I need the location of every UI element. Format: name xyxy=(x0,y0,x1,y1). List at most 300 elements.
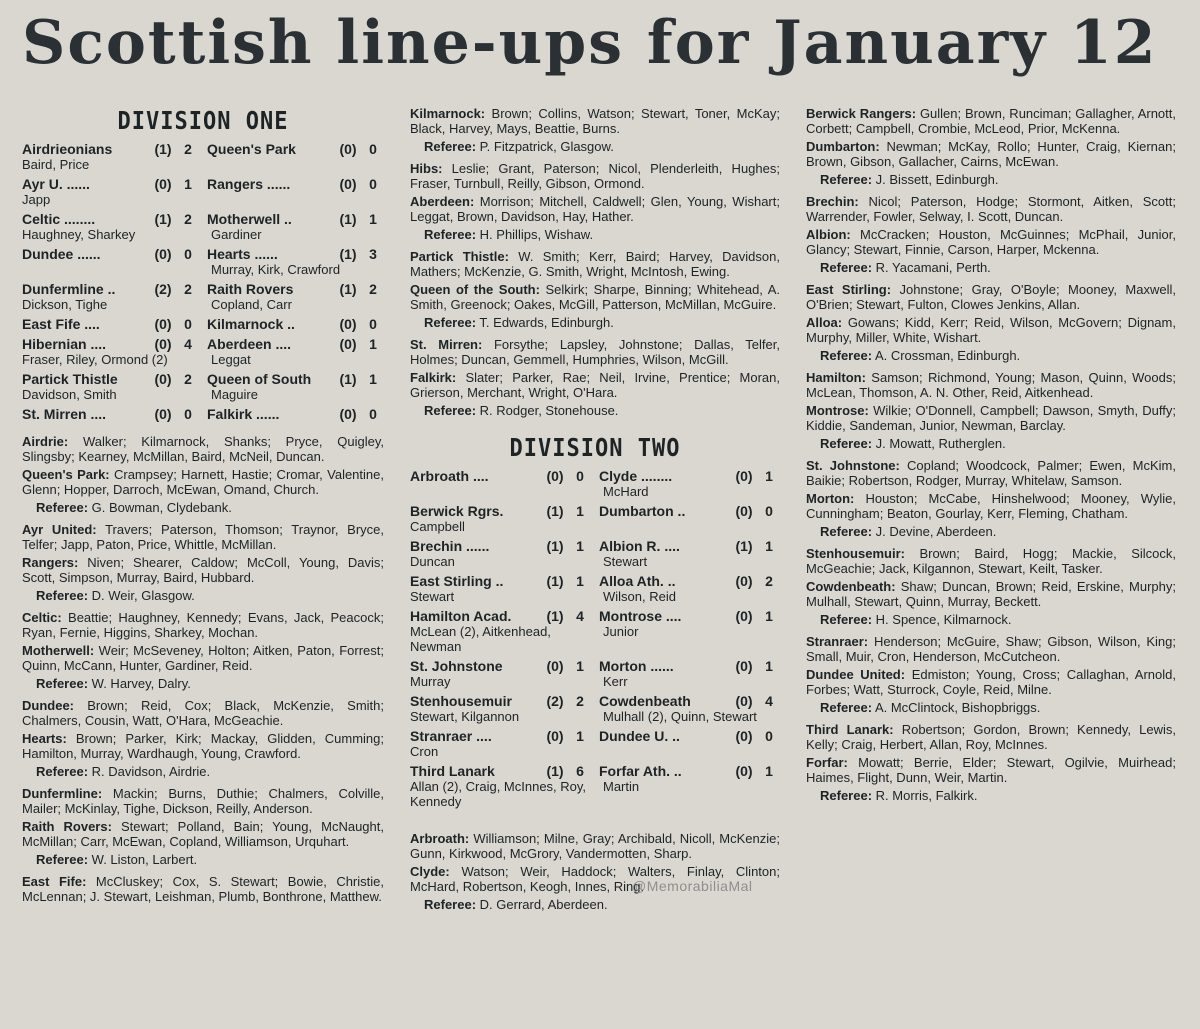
referee-line xyxy=(22,852,384,867)
score-line xyxy=(410,608,780,624)
away-half-time: (0) xyxy=(735,693,753,709)
team-lineup xyxy=(22,434,384,464)
away-scorers: Stewart xyxy=(603,554,648,569)
column-right xyxy=(806,106,1176,810)
scorers xyxy=(410,779,780,809)
home-half-time: (2) xyxy=(154,281,172,297)
home-scorers: Dickson, Tighe xyxy=(22,297,108,312)
player-list: Gowans; Kidd, Kerr; Reid, Wilson, McGovern; Dignam, Murphy, Miller, White, Wishart. xyxy=(806,315,1176,345)
team-name: Third Lanark: xyxy=(806,722,894,737)
away-team: Alloa Ath. .. xyxy=(599,573,676,589)
team-name: Albion: xyxy=(806,227,851,242)
team-lineup xyxy=(806,194,1176,224)
referee-name: D. Weir, Glasgow. xyxy=(91,588,195,603)
match-result xyxy=(22,246,384,277)
team-name: Hibs: xyxy=(410,161,443,176)
division-one-lineups-middle xyxy=(410,106,780,418)
home-full-time: 2 xyxy=(184,141,192,157)
home-team: Celtic ........ xyxy=(22,211,96,227)
referee-line xyxy=(22,500,384,515)
player-list: Morrison; Mitchell, Caldwell; Glen, Young, Wishart; Leggat, Brown, Davidson, Hay, Hather. xyxy=(410,194,780,224)
home-half-time: (1) xyxy=(546,763,564,779)
away-full-time: 1 xyxy=(765,608,773,624)
referee-line xyxy=(806,348,1176,363)
referee-line xyxy=(806,788,1176,803)
away-team: Rangers ...... xyxy=(207,176,291,192)
home-scorers: Stewart, Kilgannon xyxy=(410,709,520,724)
away-full-time: 1 xyxy=(369,211,377,227)
away-side xyxy=(591,468,780,484)
team-name: Cowdenbeath: xyxy=(806,579,896,594)
team-lineup xyxy=(410,831,780,861)
referee-name: R. Morris, Falkirk. xyxy=(875,788,978,803)
home-full-time: 1 xyxy=(576,503,584,519)
away-team: Clyde ........ xyxy=(599,468,673,484)
team-lineup xyxy=(22,555,384,585)
referee-label: Referee: xyxy=(820,788,873,803)
column-left xyxy=(22,107,384,907)
division-two-lineups-right xyxy=(806,106,1176,803)
team-name: Forfar: xyxy=(806,755,848,770)
referee-label: Referee: xyxy=(36,500,89,515)
home-side xyxy=(410,538,591,554)
away-half-time: (0) xyxy=(339,316,357,332)
score-line xyxy=(410,728,780,744)
away-full-time: 0 xyxy=(765,728,773,744)
referee-name: G. Bowman, Clydebank. xyxy=(91,500,232,515)
score-line xyxy=(22,316,384,332)
home-full-time: 1 xyxy=(576,573,584,589)
score-line xyxy=(410,763,780,779)
home-side xyxy=(22,176,199,192)
away-team: Forfar Ath. .. xyxy=(599,763,682,779)
match-result xyxy=(22,371,384,402)
team-lineup xyxy=(22,731,384,761)
away-scorers xyxy=(595,744,780,759)
player-list: McCluskey; Cox, S. Stewart; Bowie, Christie, McLennan; J. Stewart, Leishman, Plumb, Bonthrone, Matthew. xyxy=(22,874,384,904)
match-result xyxy=(22,141,384,172)
player-list: Niven; Shearer, Caldow; McColl, Young, Davis; Scott, Simpson, Murray, Baird, Hubbard. xyxy=(22,555,384,585)
home-side xyxy=(410,503,591,519)
away-side xyxy=(199,141,384,157)
away-team: Dumbarton .. xyxy=(599,503,686,519)
team-lineup xyxy=(806,315,1176,345)
division-one-lineups-left xyxy=(22,434,384,904)
player-list: Samson; Richmond, Young; Mason, Quinn, Woods; McLean, Thomson, A. N. Other, Reid, Aitkenhead. xyxy=(806,370,1176,400)
away-scorers xyxy=(595,519,780,534)
referee-name: P. Fitzpatrick, Glasgow. xyxy=(479,139,614,154)
team-name: Morton: xyxy=(806,491,855,506)
home-scorers: Campbell xyxy=(410,519,465,534)
referee-label: Referee: xyxy=(820,612,873,627)
score-line xyxy=(22,246,384,262)
scorers xyxy=(410,674,780,689)
away-scorers: Wilson, Reid xyxy=(603,589,676,604)
team-name: East Stirling: xyxy=(806,282,892,297)
home-team: St. Johnstone xyxy=(410,658,503,674)
team-name: Celtic: xyxy=(22,610,62,625)
player-list: Wilkie; O'Donnell, Campbell; Dawson, Smyth, Duffy; Kiddie, Sandeman, Junior, Newman, Barclay. xyxy=(806,403,1176,433)
home-half-time: (1) xyxy=(546,608,564,624)
away-side xyxy=(199,176,384,192)
team-lineup xyxy=(806,579,1176,609)
away-side xyxy=(591,608,780,624)
division-two-heading: DIVISION TWO xyxy=(509,434,681,463)
referee-line xyxy=(806,436,1176,451)
match-result xyxy=(22,176,384,207)
team-name: Brechin: xyxy=(806,194,859,209)
home-scorers: Cron xyxy=(410,744,439,759)
team-lineup xyxy=(806,139,1176,169)
scorers xyxy=(410,589,780,604)
home-team: St. Mirren .... xyxy=(22,406,107,422)
home-scorers: Fraser, Riley, Ormond (2) xyxy=(22,352,168,367)
referee-label: Referee: xyxy=(424,227,477,242)
player-list: Travers; Paterson, Thomson; Traynor, Bryce, Telfer; Japp, Paton, Price, Whittle, McMillan. xyxy=(22,522,384,552)
match-result xyxy=(22,211,384,242)
team-name: Dundee United: xyxy=(806,667,906,682)
team-name: Dumbarton: xyxy=(806,139,880,154)
team-name: St. Johnstone: xyxy=(806,458,900,473)
away-scorers: Maguire xyxy=(211,387,258,402)
player-list: Johnstone; Gray, O'Boyle; Mooney, Maxwell, O'Brien; Stewart, Fulton, Clowes Jenkins, Allan. xyxy=(806,282,1176,312)
scorers xyxy=(22,192,384,207)
player-list: Houston; McCabe, Hinshelwood; Mooney, Wylie, Cunningham; Beaton, Gourlay, Kerr, Fleming, Chatham. xyxy=(806,491,1176,521)
team-name: Stenhousemuir: xyxy=(806,546,905,561)
referee-label: Referee: xyxy=(36,852,89,867)
team-lineup xyxy=(806,667,1176,697)
away-side xyxy=(199,371,384,387)
team-name: Raith Rovers: xyxy=(22,819,112,834)
away-scorers xyxy=(203,192,384,207)
away-team: Cowdenbeath xyxy=(599,693,691,709)
player-list: Leslie; Grant, Paterson; Nicol, Plenderleith, Hughes; Fraser, Turnbull, Reilly, Gibson, Ormond. xyxy=(410,161,780,191)
referee-label: Referee: xyxy=(820,260,873,275)
player-list: Newman; McKay, Rollo; Hunter, Craig, Kiernan; Brown, Gibson, Gallacher, Cairns, McEwan. xyxy=(806,139,1176,169)
home-scorers: Murray xyxy=(410,674,451,689)
player-list: Walker; Kilmarnock, Shanks; Pryce, Quigley, Slingsby; Kearney, McMillan, Baird, McNeil, Duncan. xyxy=(22,434,384,464)
score-line xyxy=(22,371,384,387)
away-team: Motherwell .. xyxy=(207,211,292,227)
home-half-time: (0) xyxy=(154,406,172,422)
score-line xyxy=(22,281,384,297)
division-two-lineups-middle xyxy=(410,831,780,912)
home-half-time: (0) xyxy=(546,728,564,744)
match-result xyxy=(22,281,384,312)
home-side xyxy=(22,406,199,422)
referee-label: Referee: xyxy=(424,139,477,154)
team-lineup xyxy=(22,522,384,552)
player-list: Shaw; Duncan, Brown; Reid, Erskine, Murphy; Mulhall, Stewart, Quinn, Murray, Beckett. xyxy=(806,579,1176,609)
team-name: Queen of the South: xyxy=(410,282,540,297)
away-full-time: 1 xyxy=(765,538,773,554)
team-lineup xyxy=(410,370,780,400)
home-side xyxy=(410,763,591,779)
division-two-results xyxy=(410,468,780,809)
home-full-time: 4 xyxy=(184,336,192,352)
away-team: Raith Rovers xyxy=(207,281,294,297)
score-line xyxy=(22,176,384,192)
score-line xyxy=(410,538,780,554)
home-scorers: Haughney, Sharkey xyxy=(22,227,136,242)
away-team: Albion R. .... xyxy=(599,538,680,554)
match-result xyxy=(410,693,780,724)
referee-line xyxy=(806,260,1176,275)
player-list: Gullen; Brown, Runciman; Gallagher, Arnott, Corbett; Campbell, Crombie, McLeod, Prior, McKenna. xyxy=(806,106,1176,136)
away-half-time: (0) xyxy=(339,336,357,352)
away-side xyxy=(591,503,780,519)
team-lineup xyxy=(22,874,384,904)
team-name: Aberdeen: xyxy=(410,194,475,209)
team-name: Falkirk: xyxy=(410,370,457,385)
away-team: Kilmarnock .. xyxy=(207,316,295,332)
home-team: East Stirling .. xyxy=(410,573,504,589)
away-full-time: 0 xyxy=(369,141,377,157)
match-result xyxy=(410,763,780,809)
referee-label: Referee: xyxy=(36,588,89,603)
home-team: Stenhousemuir xyxy=(410,693,512,709)
referee-line xyxy=(22,764,384,779)
referee-label: Referee: xyxy=(36,764,89,779)
referee-name: W. Liston, Larbert. xyxy=(91,852,198,867)
away-side xyxy=(591,693,780,709)
team-lineup xyxy=(806,370,1176,400)
home-scorers: McLean (2), Aitkenhead, Newman xyxy=(410,624,551,654)
referee-line xyxy=(410,897,780,912)
away-full-time: 0 xyxy=(765,503,773,519)
watermark: @MemorabiliaMal xyxy=(632,878,753,894)
score-line xyxy=(410,693,780,709)
home-full-time: 6 xyxy=(576,763,584,779)
home-team: East Fife .... xyxy=(22,316,100,332)
player-list: Mowatt; Berrie, Elder; Stewart, Ogilvie, Muirhead; Haimes, Flight, Dunn, Weir, Martin. xyxy=(806,755,1176,785)
team-lineup xyxy=(806,634,1176,664)
referee-label: Referee: xyxy=(820,524,873,539)
home-team: Brechin ...... xyxy=(410,538,490,554)
referee-label: Referee: xyxy=(36,676,89,691)
home-half-time: (0) xyxy=(154,176,172,192)
referee-name: A. McClintock, Bishopbriggs. xyxy=(874,700,1041,715)
away-full-time: 1 xyxy=(765,658,773,674)
away-half-time: (1) xyxy=(339,211,357,227)
team-lineup xyxy=(410,282,780,312)
away-half-time: (0) xyxy=(735,573,753,589)
home-side xyxy=(410,608,591,624)
home-half-time: (0) xyxy=(546,658,564,674)
home-team: Stranraer .... xyxy=(410,728,492,744)
team-lineup xyxy=(22,643,384,673)
team-name: Queen's Park: xyxy=(22,467,110,482)
away-half-time: (0) xyxy=(735,763,753,779)
scorers xyxy=(410,519,780,534)
away-side xyxy=(591,728,780,744)
away-team: Queen's Park xyxy=(207,141,296,157)
referee-name: W. Harvey, Dalry. xyxy=(91,676,191,691)
team-lineup xyxy=(22,819,384,849)
referee-name: J. Devine, Aberdeen. xyxy=(875,524,997,539)
home-half-time: (0) xyxy=(546,468,564,484)
team-lineup xyxy=(410,194,780,224)
referee-label: Referee: xyxy=(424,403,477,418)
match-result xyxy=(22,336,384,367)
match-result xyxy=(410,658,780,689)
team-name: Ayr United: xyxy=(22,522,97,537)
team-lineup xyxy=(806,755,1176,785)
away-side xyxy=(199,406,384,422)
away-full-time: 4 xyxy=(765,693,773,709)
team-lineup xyxy=(806,227,1176,257)
player-list: W. Smith; Kerr, Baird; Harvey, Davidson, Mathers; McKenzie, G. Smith, Wright, McIntosh, Ewing. xyxy=(410,249,780,279)
home-side xyxy=(410,658,591,674)
home-full-time: 0 xyxy=(184,406,192,422)
match-result xyxy=(410,468,780,499)
home-scorers: Allan (2), Craig, McInnes, Roy, Kennedy xyxy=(410,779,587,809)
away-scorers: McHard xyxy=(603,484,649,499)
referee-line xyxy=(410,227,780,242)
player-list: Brown; Collins, Watson; Stewart, Toner, McKay; Black, Harvey, Mays, Beattie, Burns. xyxy=(410,106,780,136)
team-lineup xyxy=(410,161,780,191)
team-name: Alloa: xyxy=(806,315,843,330)
team-lineup xyxy=(806,458,1176,488)
home-team: Dundee ...... xyxy=(22,246,101,262)
away-team: Aberdeen .... xyxy=(207,336,292,352)
away-half-time: (1) xyxy=(339,281,357,297)
column-middle xyxy=(410,106,780,919)
home-team: Arbroath .... xyxy=(410,468,489,484)
home-full-time: 1 xyxy=(576,728,584,744)
scorers xyxy=(22,262,384,277)
home-side xyxy=(410,693,591,709)
away-side xyxy=(591,538,780,554)
score-line xyxy=(22,406,384,422)
team-name: Clyde: xyxy=(410,864,450,879)
score-line xyxy=(22,211,384,227)
team-name: Stranraer: xyxy=(806,634,869,649)
referee-label: Referee: xyxy=(820,700,873,715)
scorers xyxy=(410,709,780,724)
away-scorers: Copland, Carr xyxy=(211,297,292,312)
scorers xyxy=(22,352,384,367)
player-list: Nicol; Paterson, Hodge; Stormont, Aitken, Scott; Warrender, Fowler, Selway, I. Scott, Duncan. xyxy=(806,194,1176,224)
team-name: Airdrie: xyxy=(22,434,69,449)
home-team: Dunfermline .. xyxy=(22,281,116,297)
team-name: Rangers: xyxy=(22,555,79,570)
home-full-time: 2 xyxy=(184,211,192,227)
home-scorers xyxy=(410,484,595,499)
away-team: Queen of South xyxy=(207,371,312,387)
player-list: Williamson; Milne, Gray; Archibald, Nicoll, McKenzie; Gunn, Kirkwood, McGrory, Vandermotten, Sharp. xyxy=(410,831,780,861)
scorers xyxy=(22,157,384,172)
player-list: Stewart; Polland, Bain; Young, McNaught, McMillan; Carr, McEwan, Copland, Williamson, Urquhart. xyxy=(22,819,384,849)
home-half-time: (1) xyxy=(154,211,172,227)
player-list: Watson; Weir, Haddock; Walters, Finlay, Clinton; McHard, Robertson, Keogh, Innes, Ring. xyxy=(410,864,780,894)
referee-label: Referee: xyxy=(820,436,873,451)
home-full-time: 1 xyxy=(576,538,584,554)
home-team: Berwick Rgrs. xyxy=(410,503,504,519)
away-half-time: (0) xyxy=(735,468,753,484)
away-scorers: Gardiner xyxy=(211,227,262,242)
scorers xyxy=(22,227,384,242)
away-side xyxy=(199,316,384,332)
away-side xyxy=(591,763,780,779)
division-one-heading: DIVISION ONE xyxy=(117,107,289,136)
team-name: Arbroath: xyxy=(410,831,470,846)
away-full-time: 0 xyxy=(369,316,377,332)
away-full-time: 1 xyxy=(765,468,773,484)
match-result xyxy=(22,316,384,332)
referee-label: Referee: xyxy=(820,172,873,187)
player-list: Robertson; Gordon, Brown; Kennedy, Lewis, Kelly; Craig, Herbert, Allan, Roy, McInnes. xyxy=(806,722,1176,752)
home-half-time: (1) xyxy=(546,503,564,519)
away-side xyxy=(591,658,780,674)
referee-label: Referee: xyxy=(424,315,477,330)
home-scorers: Baird, Price xyxy=(22,157,90,172)
referee-line xyxy=(410,315,780,330)
player-list: Beattie; Haughney, Kennedy; Evans, Jack, Peacock; Ryan, Fernie, Higgins, Sharkey, Mochan. xyxy=(22,610,384,640)
home-half-time: (0) xyxy=(154,246,172,262)
referee-label: Referee: xyxy=(820,348,873,363)
player-list: Copland; Woodcock, Palmer; Ewen, McKim, Baikie; Robertson, Rodger, Murray, Whitelaw, Samson. xyxy=(806,458,1176,488)
team-name: Motherwell: xyxy=(22,643,95,658)
away-full-time: 1 xyxy=(765,763,773,779)
home-side xyxy=(22,336,199,352)
referee-name: A. Crossman, Edinburgh. xyxy=(874,348,1021,363)
home-full-time: 0 xyxy=(184,316,192,332)
home-team: Airdrieonians xyxy=(22,141,113,157)
home-half-time: (1) xyxy=(546,538,564,554)
team-lineup xyxy=(806,491,1176,521)
referee-name: R. Davidson, Airdrie. xyxy=(91,764,211,779)
home-team: Partick Thistle xyxy=(22,371,118,387)
away-scorers: Murray, Kirk, Crawford xyxy=(211,262,341,277)
referee-line xyxy=(410,403,780,418)
away-scorers xyxy=(203,157,384,172)
home-scorers xyxy=(22,262,203,277)
player-list: Brown; Baird, Hogg; Mackie, Silcock, McGeachie; Jack, Kilgannon, Stewart, Keilt, Tasker. xyxy=(806,546,1176,576)
team-lineup xyxy=(806,546,1176,576)
away-half-time: (1) xyxy=(339,371,357,387)
away-half-time: (0) xyxy=(735,658,753,674)
referee-name: D. Gerrard, Aberdeen. xyxy=(479,897,608,912)
home-team: Hibernian .... xyxy=(22,336,107,352)
away-team: Falkirk ...... xyxy=(207,406,280,422)
home-full-time: 2 xyxy=(184,281,192,297)
referee-line xyxy=(806,172,1176,187)
home-full-time: 2 xyxy=(184,371,192,387)
home-side xyxy=(22,281,199,297)
home-half-time: (2) xyxy=(546,693,564,709)
home-half-time: (1) xyxy=(546,573,564,589)
score-line xyxy=(410,503,780,519)
team-name: East Fife: xyxy=(22,874,87,889)
home-side xyxy=(22,211,199,227)
home-full-time: 4 xyxy=(576,608,584,624)
team-lineup xyxy=(22,698,384,728)
team-lineup xyxy=(806,403,1176,433)
away-half-time: (0) xyxy=(339,406,357,422)
home-half-time: (1) xyxy=(154,141,172,157)
away-half-time: (1) xyxy=(339,246,357,262)
player-list: Forsythe; Lapsley, Johnstone; Dallas, Telfer, Holmes; Duncan, Gemmell, Humphries, Wilson, McGill. xyxy=(410,337,780,367)
away-side xyxy=(199,211,384,227)
team-name: St. Mirren: xyxy=(410,337,483,352)
away-half-time: (0) xyxy=(735,608,753,624)
away-half-time: (0) xyxy=(735,728,753,744)
division-one-results xyxy=(22,141,384,422)
home-side xyxy=(410,468,591,484)
away-full-time: 1 xyxy=(369,371,377,387)
player-list: Selkirk; Sharpe, Binning; Whitehead, A. Smith, Greenock; Oakes, McGill, Patterson, McMillan, McGuire. xyxy=(410,282,780,312)
